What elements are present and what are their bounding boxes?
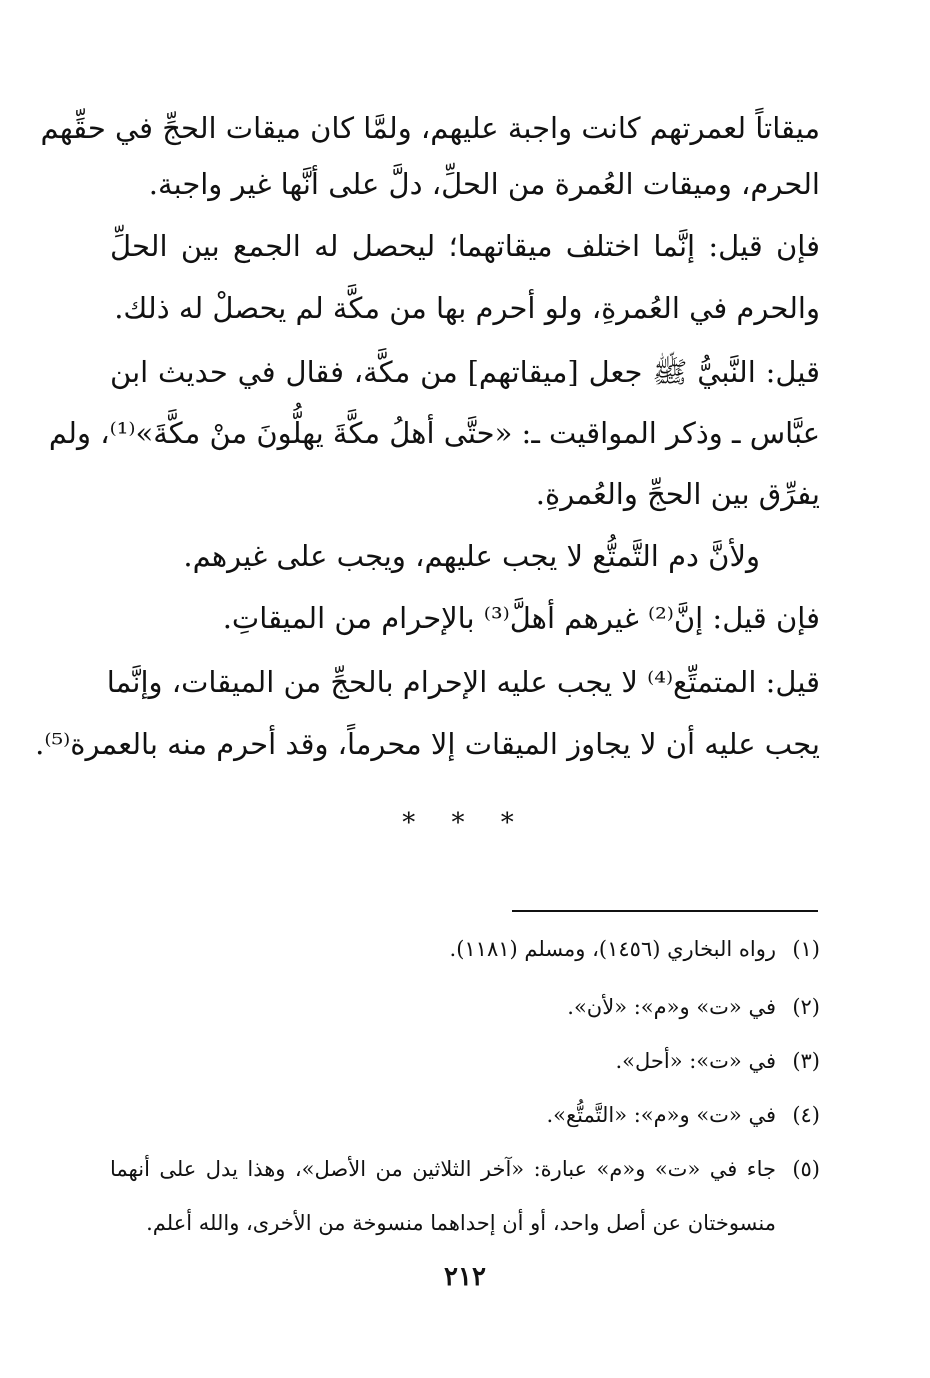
body-line-11: يجب عليه أن لا يجاوز الميقات إلا محرماً، وقد أحرم منه بالعمرة⁽⁵⁾.: [35, 727, 820, 761]
footnote-text: في «ت»: «أحل».: [615, 1049, 776, 1073]
footnote-text: في «ت» و«م»: «لأن».: [567, 995, 776, 1019]
body-line-10: قيل: المتمتِّع⁽⁴⁾ لا يجب عليه الإحرام بالحجِّ من الميقات، وإنَّما: [106, 665, 820, 699]
footnote-number: (٢): [792, 995, 820, 1019]
body-line-4: والحرم في العُمرةِ، ولو أحرم بها من مكَّة لم يحصلْ له ذلك.: [114, 291, 820, 325]
footnote-number: (١): [792, 937, 820, 961]
footnote-4: [110, 1098, 820, 1132]
body-line-6: عبَّاس ـ وذكر المواقيت ـ: «حتَّى أهلُ مكَّةَ يهلُّونَ منْ مكَّةَ»⁽¹⁾، ولم: [48, 416, 820, 450]
footnote-number: (٤): [792, 1103, 820, 1127]
footnote-number: (٣): [792, 1049, 820, 1073]
footnote-3: [110, 1044, 820, 1078]
footnote-2: [110, 990, 820, 1024]
body-line-1: ميقاتاً لعمرتهم كانت واجبة عليهم، ولمَّا كان ميقات الحجِّ في حقِّهم: [40, 111, 820, 145]
body-line-2: الحرم، وميقات العُمرة من الحلِّ، دلَّ على أنَّها غير واجبة.: [148, 167, 820, 201]
footnote-number: (٥): [792, 1157, 820, 1181]
footnote-5: [110, 1152, 820, 1186]
body-line-8: ولأنَّ دم التَّمتُّع لا يجب عليهم، ويجب على غيرهم.: [183, 539, 760, 573]
footnote-rule: [512, 910, 818, 912]
footnote-text: جاء في «ت» و«م» عبارة: «آخر الثلاثين من الأصل»، وهذا يدل على أنهما: [110, 1157, 776, 1181]
footnote-text: في «ت» و«م»: «التَّمتُّع».: [546, 1103, 776, 1127]
footnote-text: رواه البخاري (١٤٥٦)، ومسلم (١١٨١).: [449, 937, 776, 961]
footnote-1: [110, 932, 820, 966]
section-separator: * * *: [402, 808, 528, 838]
page-number: ٢١٢: [444, 1262, 486, 1292]
body-line-3: فإن قيل: إنَّما اختلف ميقاتهما؛ ليحصل له الجمع بين الحلِّ: [110, 229, 820, 263]
body-line-7: يفرِّق بين الحجِّ والعُمرةِ.: [535, 477, 820, 511]
body-line-5: قيل: النَّبيُّ ﷺ جعل [ميقاتهم] من مكَّة، فقال في حديث ابن: [110, 355, 820, 389]
body-line-9: فإن قيل: إنَّ⁽²⁾ غيرهم أهلَّ⁽³⁾ بالإحرام من الميقاتِ.: [222, 601, 820, 635]
footnote-5-continuation: منسوختان عن أصل واحد، أو أن إحداهما منسوخة من الأخرى، والله أعلم.: [146, 1211, 776, 1235]
